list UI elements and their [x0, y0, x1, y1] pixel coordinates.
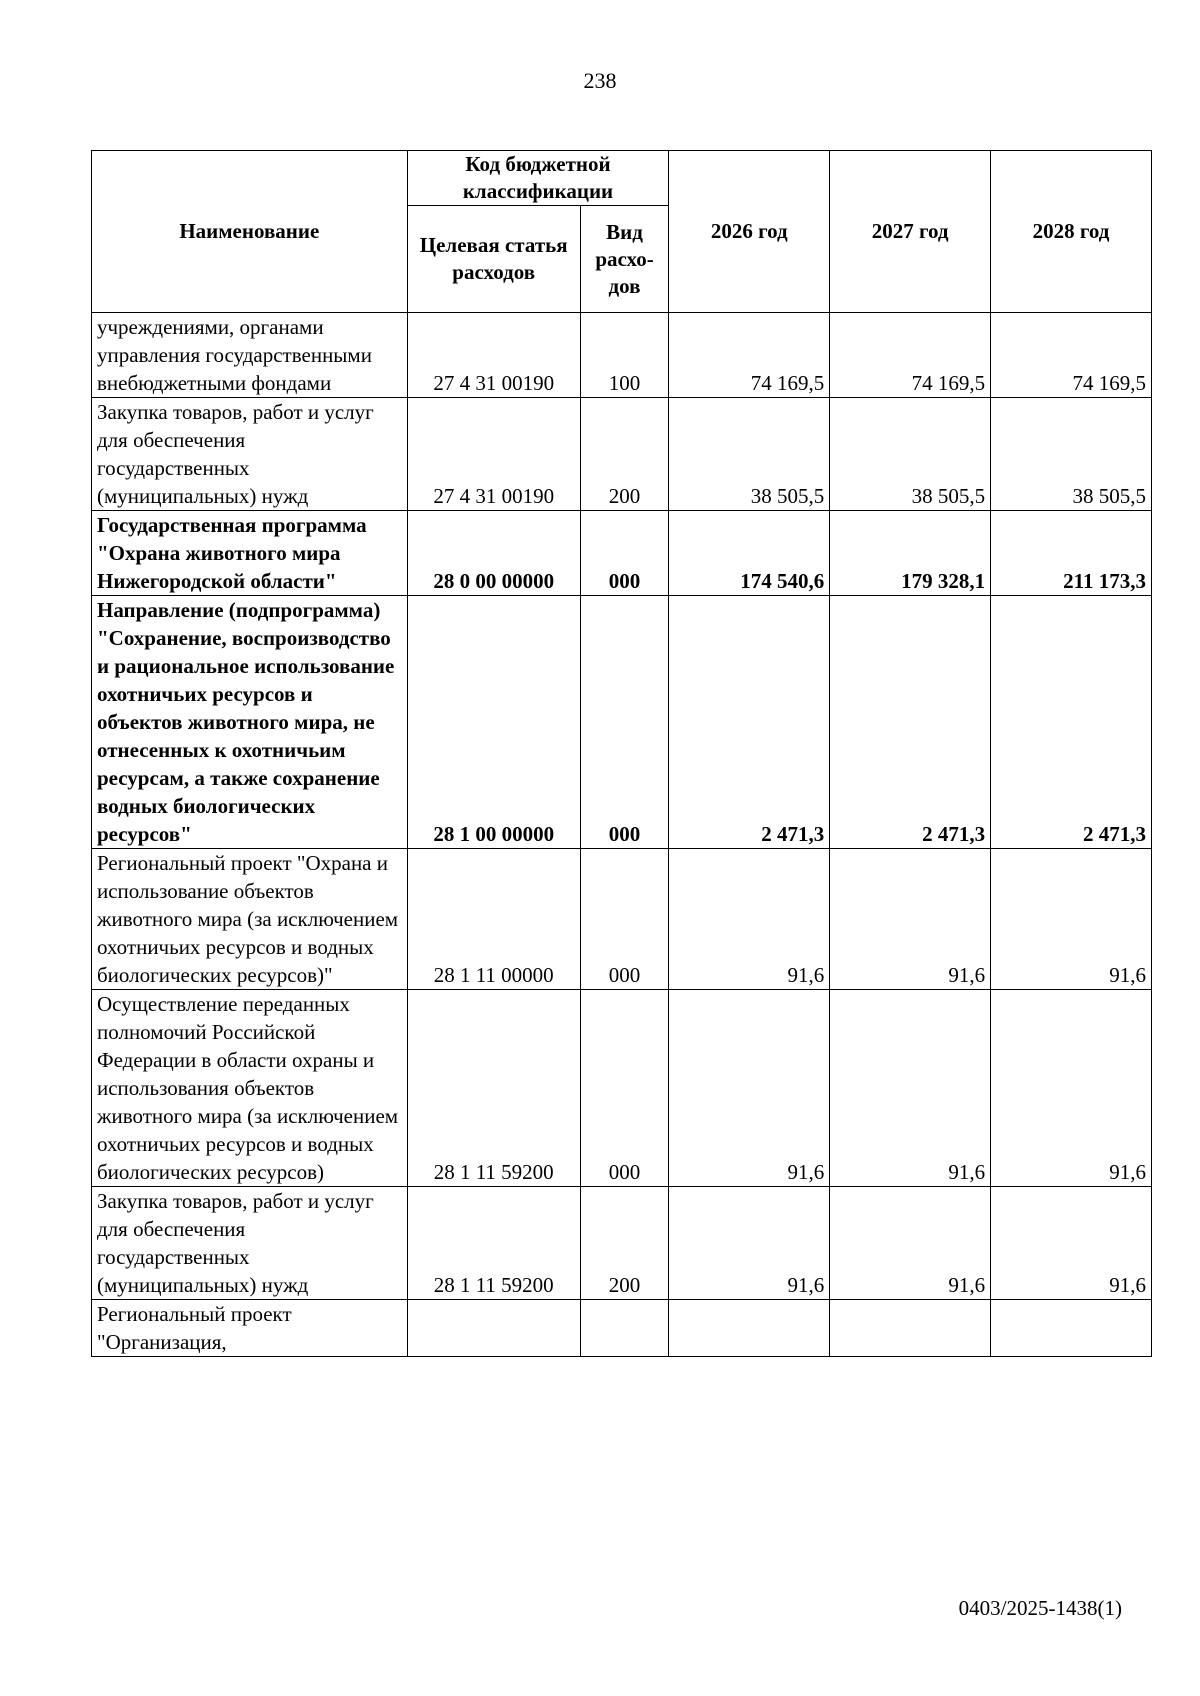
row-value-2028: 74 169,5 — [991, 313, 1152, 398]
row-value-2028: 91,6 — [991, 1187, 1152, 1300]
row-value-2027: 2 471,3 — [830, 596, 991, 849]
row-code: 28 1 11 00000 — [407, 849, 580, 990]
header-code-group: Код бюджетной классификации — [407, 151, 669, 206]
row-value-2028: 211 173,3 — [991, 511, 1152, 596]
row-value-2026: 91,6 — [669, 849, 830, 990]
row-name: Закупка товаров, работ и услуг для обеспечения государственных (муниципальных) нужд — [92, 1187, 408, 1300]
table-row — [92, 990, 1152, 1187]
row-value-2026: 74 169,5 — [669, 313, 830, 398]
row-code: 28 0 00 00000 — [407, 511, 580, 596]
row-name: Региональный проект "Охрана и использование объектов животного мира (за исключением охотничьих ресурсов и водных биологических ресурсов)" — [92, 849, 408, 990]
table-row — [92, 849, 1152, 990]
row-code: 28 1 11 59200 — [407, 990, 580, 1187]
table-body — [92, 313, 1152, 1357]
row-value-2028: 91,6 — [991, 990, 1152, 1187]
row-value-2026: 91,6 — [669, 990, 830, 1187]
row-value-2026 — [669, 1300, 830, 1357]
document-id: 0403/2025-1438(1) — [958, 1596, 1122, 1620]
table-row — [92, 1300, 1152, 1357]
row-value-2027: 38 505,5 — [830, 398, 991, 511]
row-expense-type — [580, 1300, 669, 1357]
row-value-2027: 74 169,5 — [830, 313, 991, 398]
row-expense-type: 200 — [580, 398, 669, 511]
row-code: 28 1 00 00000 — [407, 596, 580, 849]
row-name: Государственная программа "Охрана животного мира Нижегородской области" — [92, 511, 408, 596]
row-value-2028: 91,6 — [991, 849, 1152, 990]
row-value-2027: 91,6 — [830, 990, 991, 1187]
header-2027: 2027 год — [830, 151, 991, 313]
row-expense-type: 100 — [580, 313, 669, 398]
row-value-2027: 91,6 — [830, 1187, 991, 1300]
row-value-2028: 38 505,5 — [991, 398, 1152, 511]
table-header — [92, 151, 1152, 313]
row-value-2027: 91,6 — [830, 849, 991, 990]
row-code: 27 4 31 00190 — [407, 398, 580, 511]
row-expense-type: 000 — [580, 849, 669, 990]
row-expense-type: 000 — [580, 990, 669, 1187]
row-expense-type: 000 — [580, 511, 669, 596]
header-name: Наименование — [92, 151, 408, 313]
row-code: 27 4 31 00190 — [407, 313, 580, 398]
table-row — [92, 313, 1152, 398]
row-value-2026: 91,6 — [669, 1187, 830, 1300]
header-2026: 2026 год — [669, 151, 830, 313]
header-target-article: Целевая статья расходов — [407, 206, 580, 313]
row-expense-type: 200 — [580, 1187, 669, 1300]
row-name: учреждениями, органами управления государственными внебюджетными фондами — [92, 313, 408, 398]
table-row — [92, 511, 1152, 596]
row-code: 28 1 11 59200 — [407, 1187, 580, 1300]
row-name: Закупка товаров, работ и услуг для обеспечения государственных (муниципальных) нужд — [92, 398, 408, 511]
row-value-2028 — [991, 1300, 1152, 1357]
row-value-2028: 2 471,3 — [991, 596, 1152, 849]
row-value-2026: 2 471,3 — [669, 596, 830, 849]
row-value-2027 — [830, 1300, 991, 1357]
row-value-2026: 174 540,6 — [669, 511, 830, 596]
row-code — [407, 1300, 580, 1357]
row-name: Осуществление переданных полномочий Российской Федерации в области охраны и использования объектов животного мира (за исключением охотничьих ресурсов и водных биологических ресурсов) — [92, 990, 408, 1187]
table-row — [92, 398, 1152, 511]
header-2028: 2028 год — [991, 151, 1152, 313]
page-number: 238 — [583, 68, 617, 93]
table-row — [92, 596, 1152, 849]
row-expense-type: 000 — [580, 596, 669, 849]
table-row — [92, 1187, 1152, 1300]
row-name: Направление (подпрограмма) "Сохранение, воспроизводство и рациональное использование охотничьих ресурсов и объектов животного мира, не отнесенных к охотничьим ресурсам, а также сохранение водных биологических ресурсов" — [92, 596, 408, 849]
row-name: Региональный проект "Организация, — [92, 1300, 408, 1357]
header-expense-type: Вид расхо-дов — [580, 206, 669, 313]
budget-table — [91, 150, 1152, 1357]
row-value-2027: 179 328,1 — [830, 511, 991, 596]
row-value-2026: 38 505,5 — [669, 398, 830, 511]
